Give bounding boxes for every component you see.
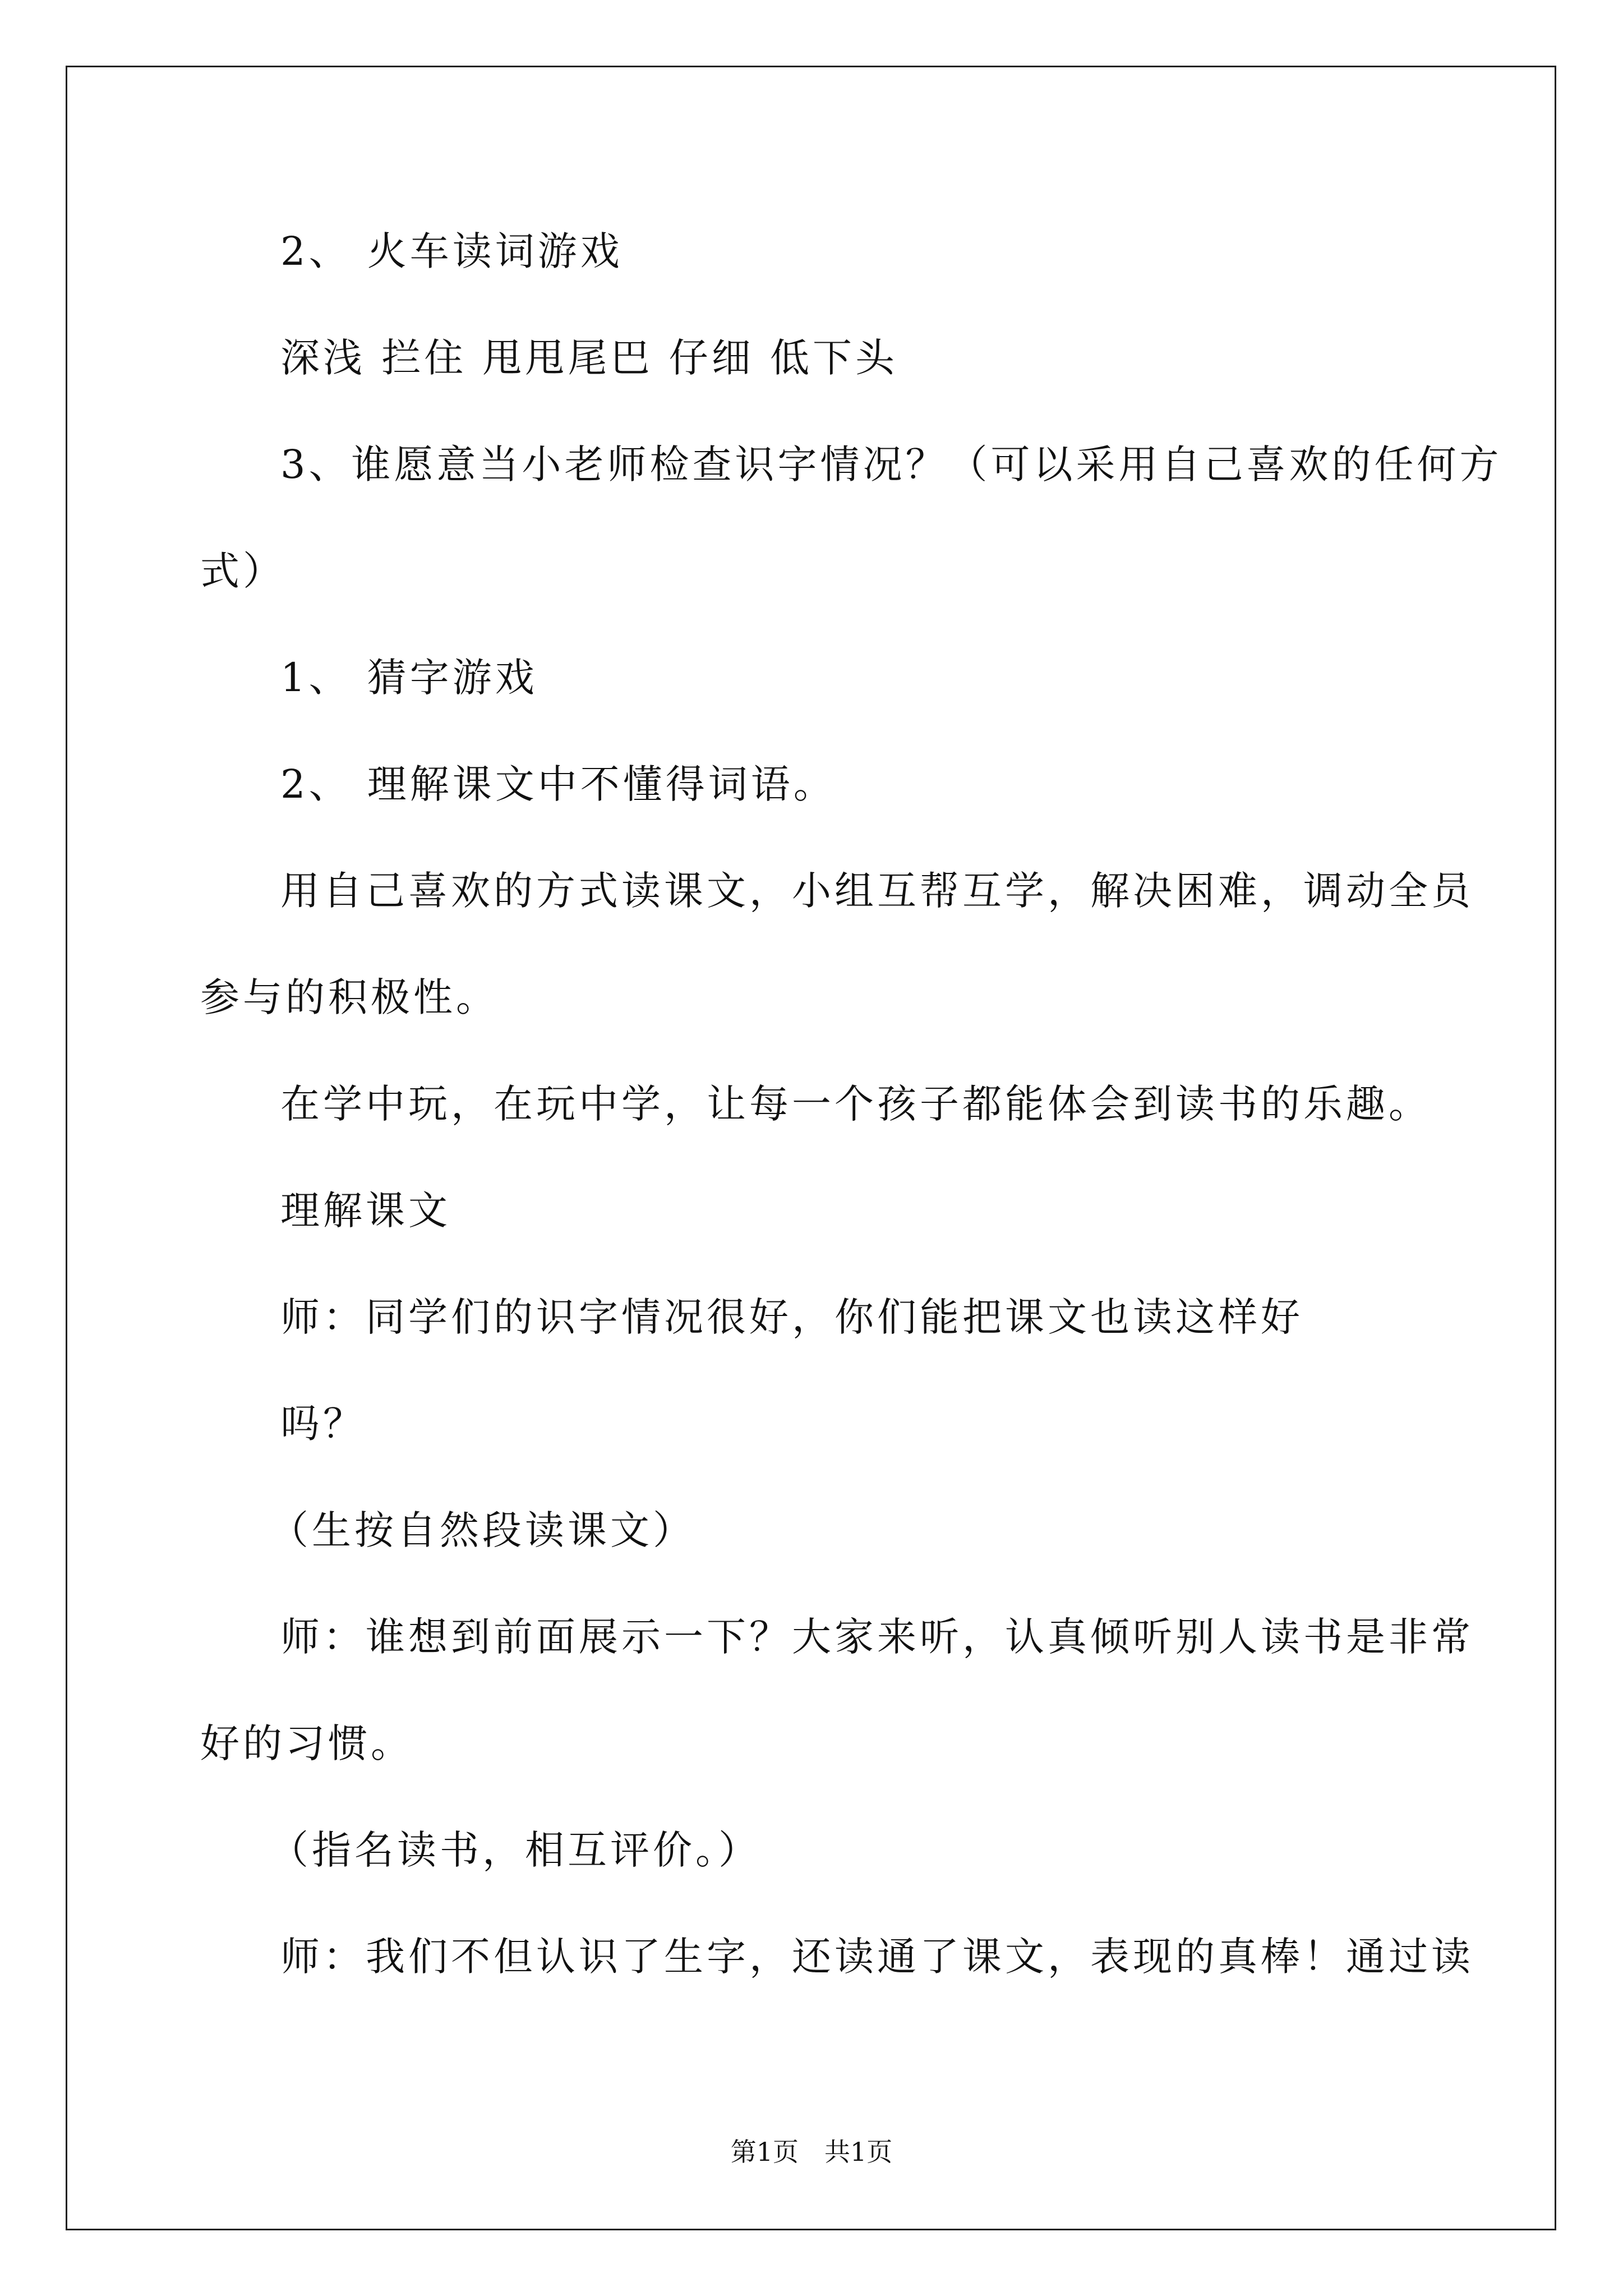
text-line: 用自己喜欢的方式读课文，小组互帮互学，解决困难，调动全员 [280,868,1474,914]
text-line: （生按自然段读课文） [269,1507,695,1553]
text-line: 参与的积极性。 [200,974,499,1020]
text-line: （指名读书，相互评价。） [269,1827,761,1873]
text-line: 理解课文 [280,1188,451,1234]
page-footer: 第1页 共1页 [730,2137,893,2167]
text-line: 式） [200,548,285,594]
text-line: 好的习惯。 [200,1720,413,1766]
page-border [66,66,1556,2230]
text-line: 2、 火车读词游戏 [280,228,623,274]
text-line: 在学中玩，在玩中学，让每一个孩子都能体会到读书的乐趣。 [280,1081,1431,1127]
text-line: 深浅 拦住 甩甩尾巴 仔细 低下头 [280,335,898,381]
text-line: 师：同学们的识字情况很好，你们能把课文也读这样好 [280,1294,1303,1340]
text-line: 1、 猜字游戏 [280,655,538,701]
text-line: 师：谁想到前面展示一下？大家来听，认真倾听别人读书是非常 [280,1614,1474,1660]
text-line: 吗？ [280,1401,366,1447]
text-line: 3、谁愿意当小老师检查识字情况？（可以采用自己喜欢的任何方 [280,441,1502,487]
text-line: 2、 理解课文中不懂得词语。 [280,761,836,807]
text-line: 师：我们不但认识了生字，还读通了课文，表现的真棒！通过读 [280,1934,1474,1980]
